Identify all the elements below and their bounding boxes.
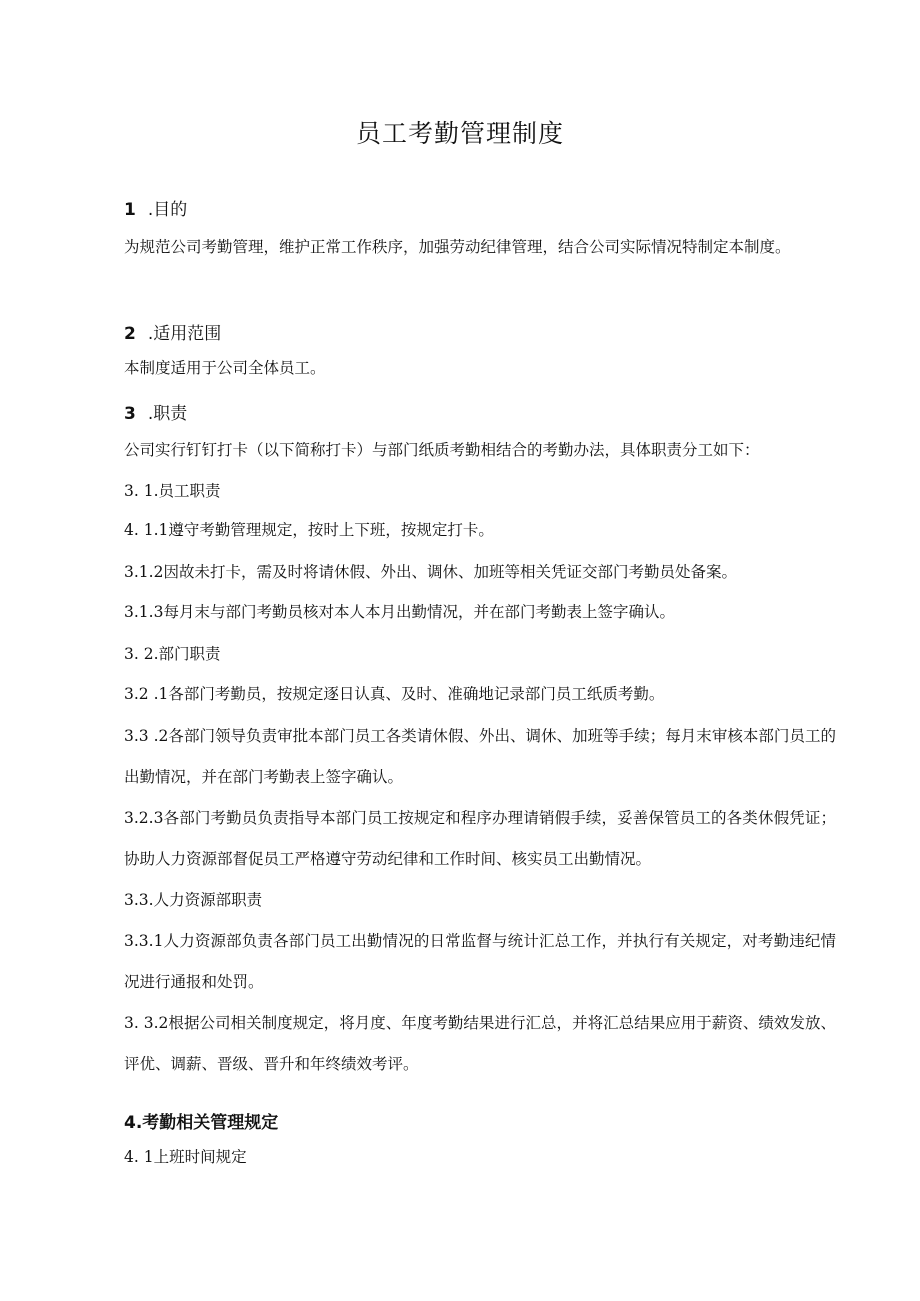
list-item: 3.3.1人力资源部负责各部门员工出勤情况的日常监督与统计汇总工作，并执行有关规定，对考勤违纪情况进行通报和处罚。 xyxy=(124,932,836,991)
section-label: 4.考勤相关管理规定 xyxy=(124,1113,279,1133)
purpose-paragraph: 为规范公司考勤管理，维护正常工作秩序，加强劳动纪律管理，结合公司实际情况特制定本制度。 xyxy=(124,238,791,256)
section-number: 2 xyxy=(124,324,136,344)
section-heading-attendance-rules xyxy=(124,1108,278,1133)
list-item: 3.3 .2各部门领导负责审批本部门员工各类请休假、外出、调休、加班等手续；每月末审核本部门员工的出勤情况，并在部门考勤表上签字确认。 xyxy=(124,727,836,786)
section-heading-scope xyxy=(124,319,221,344)
section-label: .职责 xyxy=(147,404,188,424)
list-item: 3.2.3各部门考勤员负责指导本部门员工按规定和程序办理请销假手续，妥善保管员工的各类休假凭证；协助人力资源部督促员工严格遵守劳动纪律和工作时间、核实员工出勤情况。 xyxy=(124,809,836,868)
scope-paragraph: 本制度适用于公司全体员工。 xyxy=(124,359,326,377)
section-label: .适用范围 xyxy=(147,324,222,344)
list-item: 3.3.人力资源部职责 xyxy=(124,891,263,909)
list-item: 3. 3.2根据公司相关制度规定，将月度、年度考勤结果进行汇总，并将汇总结果应用于薪资、绩效发放、评优、调薪、晋级、晋升和年终绩效考评。 xyxy=(124,1014,836,1073)
document-title: 员工考勤管理制度 xyxy=(355,119,564,148)
list-item: 3.2 .1各部门考勤员，按规定逐日认真、及时、准确地记录部门员工纸质考勤。 xyxy=(124,685,665,703)
section-heading-purpose xyxy=(124,195,187,220)
list-item: 3.1.3每月末与部门考勤员核对本人本月出勤情况，并在部门考勤表上签字确认。 xyxy=(124,603,675,621)
section-number: 3 xyxy=(124,404,136,424)
list-item: 3.1.2因故未打卡，需及时将请休假、外出、调休、加班等相关凭证交部门考勤员处备案。 xyxy=(124,563,737,581)
list-item: 3. 1.员工职责 xyxy=(124,482,221,500)
duties-intro: 公司实行钉钉打卡（以下简称打卡）与部门纸质考勤相结合的考勤办法，具体职责分工如下： xyxy=(124,441,760,459)
section-label: .目的 xyxy=(147,200,188,220)
section-number: 1 xyxy=(124,200,136,220)
list-item: 4. 1上班时间规定 xyxy=(124,1148,247,1166)
section-heading-duties xyxy=(124,399,187,424)
list-item: 4. 1.1遵守考勤管理规定，按时上下班，按规定打卡。 xyxy=(124,521,494,539)
list-item: 3. 2.部门职责 xyxy=(124,645,221,663)
